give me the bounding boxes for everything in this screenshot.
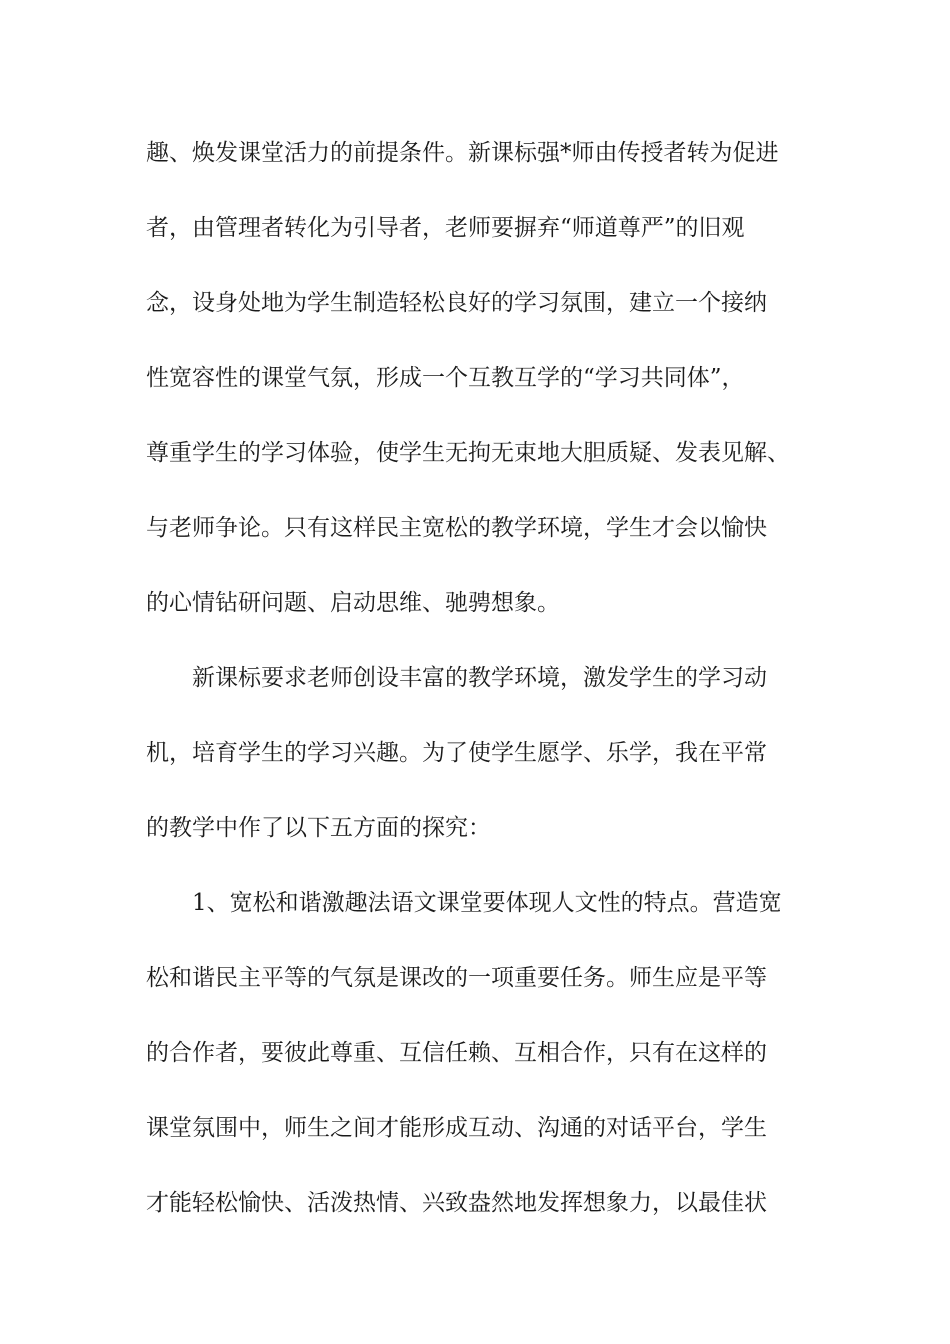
text-line: 的合作者，要彼此尊重、互信任赖、互相合作，只有在这样的 bbox=[146, 1040, 767, 1066]
paragraph-first-line: 1、宽松和谐激趣法语文课堂要体现人文性的特点。营造宽 bbox=[192, 890, 782, 916]
text-line: 者，由管理者转化为引导者，老师要摒弃“师道尊严”的旧观 bbox=[146, 215, 745, 241]
text-line: 尊重学生的学习体验，使学生无拘无束地大胆质疑、发表见解、 bbox=[146, 440, 790, 466]
text-line: 的教学中作了以下五方面的探究： bbox=[146, 815, 491, 841]
text-line: 的心情钻研问题、启动思维、驰骋想象。 bbox=[146, 590, 560, 616]
text-line: 才能轻松愉快、活泼热情、兴致盎然地发挥想象力，以最佳状 bbox=[146, 1190, 767, 1216]
text-line: 趣、焕发课堂活力的前提条件。新课标强*师由传授者转为促进 bbox=[146, 140, 779, 166]
text-line: 性宽容性的课堂气氛，形成一个互教互学的“学习共同体”， bbox=[146, 365, 745, 391]
text-line: 念，设身处地为学生制造轻松良好的学习氛围，建立一个接纳 bbox=[146, 290, 767, 316]
text-line: 课堂氛围中，师生之间才能形成互动、沟通的对话平台，学生 bbox=[146, 1115, 767, 1141]
text-line: 松和谐民主平等的气氛是课改的一项重要任务。师生应是平等 bbox=[146, 965, 767, 991]
paragraph-first-line: 新课标要求老师创设丰富的教学环境，激发学生的学习动 bbox=[192, 665, 767, 691]
text-line: 机，培育学生的学习兴趣。为了使学生愿学、乐学，我在平常 bbox=[146, 740, 767, 766]
document-body bbox=[146, 133, 814, 1258]
text-line: 与老师争论。只有这样民主宽松的教学环境，学生才会以愉快 bbox=[146, 515, 767, 541]
